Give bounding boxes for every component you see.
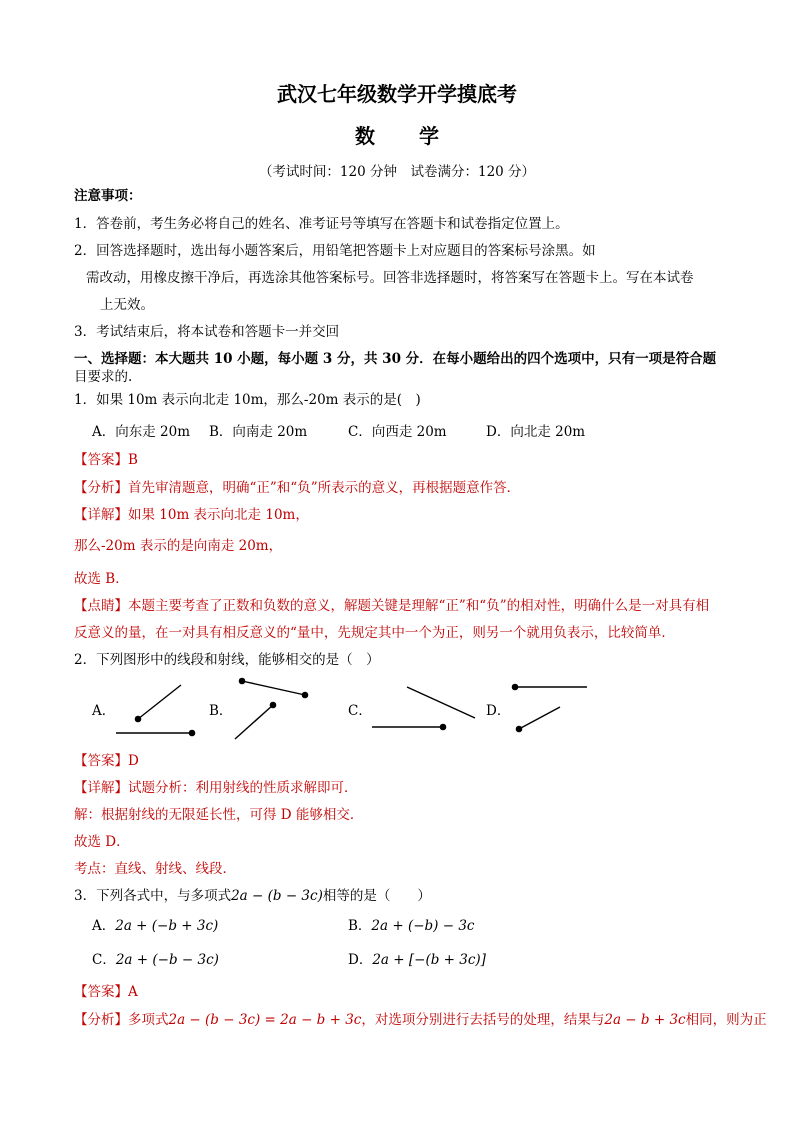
q2-figure-c bbox=[372, 687, 475, 730]
q2-option-b-label: B． bbox=[209, 703, 233, 719]
q2-option-a-label: A． bbox=[92, 703, 116, 719]
segment-endpoint-2 bbox=[302, 692, 307, 697]
answer-tag: 【答案】 bbox=[74, 984, 128, 1000]
segment-endpoint bbox=[440, 724, 445, 729]
q3-analysis-prefix: 多项式 bbox=[128, 1012, 169, 1028]
detail-tag: 【详解】 bbox=[74, 507, 128, 523]
q3-option-d bbox=[348, 951, 486, 969]
q3-answer bbox=[74, 983, 138, 1001]
segment-line bbox=[242, 681, 305, 695]
section-heading-cont: 目要求的. bbox=[74, 369, 133, 385]
q2-solution: 解：根据射线的无限延长性，可得 D 能够相交． bbox=[74, 807, 364, 823]
answer-tag: 【答案】 bbox=[74, 452, 128, 468]
note-item-2: 2．回答选择题时，选出每小题答案后，用铅笔把答题卡上对应题目的答案标号涂黑。如 bbox=[74, 243, 596, 259]
q3-stem-prefix: 3．下列各式中，与多项式 bbox=[74, 888, 232, 904]
option-label: A． bbox=[92, 918, 116, 934]
section-heading: 一、选择题：本大题共 10 小题，每小题 3 分，共 30 分．在每小题给出的四个选项中，只有一项是符合题 bbox=[74, 351, 717, 367]
page-title: 武汉七年级数学开学摸底考 bbox=[277, 82, 517, 106]
q2-detail bbox=[74, 779, 358, 797]
q2-detail-text: 试题分析：利用射线的性质求解即可． bbox=[128, 780, 358, 796]
q1-analysis bbox=[74, 479, 520, 497]
q3-option-c bbox=[92, 951, 219, 969]
q1-detail bbox=[74, 506, 309, 524]
q2-stem: 2．下列图形中的线段和射线，能够相交的是（ ） bbox=[74, 652, 380, 668]
analysis-tag: 【分析】 bbox=[74, 480, 128, 496]
q1-answer bbox=[74, 451, 138, 469]
notes-heading: 注意事项： bbox=[74, 188, 142, 204]
q3-analysis bbox=[74, 1011, 767, 1029]
answer-tag: 【答案】 bbox=[74, 753, 128, 769]
q3-option-a bbox=[92, 917, 218, 935]
q1-comment-text: 本题主要考查了正数和负数的意义，解题关键是理解“正”和“负”的相对性，明确什么是一对具有相 bbox=[128, 598, 710, 614]
q1-option-c: C．向西走 20m bbox=[348, 424, 447, 440]
q2-figure-b bbox=[235, 678, 308, 739]
q3-analysis-expr2: 2a − b + 3c bbox=[604, 1012, 686, 1028]
ray-line bbox=[235, 705, 273, 739]
q3-analysis-expr1: 2a − (b − 3c) = 2a − b + 3c bbox=[168, 1012, 362, 1028]
segment-endpoint-1 bbox=[239, 678, 244, 683]
q1-detail-line2: 那么-20m 表示的是向南走 20m， bbox=[74, 538, 283, 554]
exam-info: （考试时间：120 分钟 试卷满分：120 分） bbox=[258, 164, 536, 180]
ray-endpoint-1 bbox=[512, 684, 517, 689]
comment-tag: 【点睛】 bbox=[74, 598, 128, 614]
q1-comment-cont: 反意义的量，在一对具有相反意义的“量中，先规定其中一个为正，则另一个就用负表示，比较简单． bbox=[74, 625, 675, 641]
q1-analysis-text: 首先审清题意，明确“正”和“负”所表示的意义，再根据题意作答． bbox=[128, 480, 521, 496]
analysis-tag: 【分析】 bbox=[74, 1012, 128, 1028]
q1-answer-value: B bbox=[128, 452, 138, 468]
option-label: C． bbox=[92, 952, 116, 968]
q1-detail-line3: 故选 B． bbox=[74, 571, 129, 587]
option-expr: 2a + (−b − 3c) bbox=[115, 952, 219, 968]
note-item-3: 3．考试结束后，将本试卷和答题卡一并交回 bbox=[74, 324, 340, 340]
ray-endpoint bbox=[270, 702, 275, 707]
q3-stem-suffix: 相等的是（ ） bbox=[322, 888, 431, 904]
ray-line-diagonal bbox=[519, 707, 560, 729]
q1-detail-text: 如果 10m 表示向北走 10m， bbox=[128, 507, 309, 523]
q3-stem-expr: 2a − (b − 3c) bbox=[231, 888, 323, 904]
option-expr: 2a + (−b) − 3c bbox=[371, 918, 475, 934]
note-item-1: 1．答卷前，考生务必将自己的姓名、准考证号等填写在答题卡和试卷指定位置上。 bbox=[74, 216, 569, 232]
ray-line bbox=[138, 685, 181, 719]
subject-char-2: 学 bbox=[419, 124, 439, 148]
q3-analysis-suffix: 相同，则为正 bbox=[685, 1012, 767, 1028]
note-item-2-end: 上无效。 bbox=[100, 297, 154, 313]
q3-option-b bbox=[348, 917, 475, 935]
note-item-2-cont: 需改动，用橡皮擦干净后，再选涂其他答案标号。回答非选择题时，将答案写在答题卡上。写在本试卷 bbox=[86, 270, 694, 286]
detail-tag: 【详解】 bbox=[74, 780, 128, 796]
q1-option-d: D．向北走 20m bbox=[486, 424, 586, 440]
subject-title bbox=[0, 120, 794, 149]
option-label: D． bbox=[348, 952, 373, 968]
q2-figure-a bbox=[116, 685, 195, 736]
option-label: B． bbox=[348, 918, 372, 934]
ray-endpoint bbox=[135, 716, 140, 721]
q2-answer-value: D bbox=[128, 753, 139, 769]
q2-points: 考点：直线、射线、线段． bbox=[74, 861, 236, 877]
option-expr: 2a + (−b + 3c) bbox=[115, 918, 219, 934]
q2-answer bbox=[74, 752, 139, 770]
segment-endpoint bbox=[189, 730, 194, 735]
q1-comment bbox=[74, 597, 709, 615]
q2-choose: 故选 D． bbox=[74, 834, 130, 850]
ray-line bbox=[407, 687, 475, 718]
q3-answer-value: A bbox=[128, 984, 138, 1000]
q3-stem bbox=[74, 887, 431, 905]
q2-option-d-label: D． bbox=[486, 703, 511, 719]
subject-char-1: 数 bbox=[355, 124, 375, 148]
q2-option-c-label: C． bbox=[348, 703, 372, 719]
q1-stem: 1．如果 10m 表示向北走 10m，那么-20m 表示的是( ) bbox=[74, 392, 421, 408]
ray-endpoint-2 bbox=[516, 726, 521, 731]
q1-option-a: A．向东走 20m bbox=[92, 424, 191, 440]
option-expr: 2a + [−(b + 3c)] bbox=[372, 952, 486, 968]
q1-option-b: B．向南走 20m bbox=[209, 424, 308, 440]
q2-figure-d bbox=[512, 684, 587, 731]
q3-analysis-mid: ，对选项分别进行去括号的处理，结果与 bbox=[361, 1012, 605, 1028]
